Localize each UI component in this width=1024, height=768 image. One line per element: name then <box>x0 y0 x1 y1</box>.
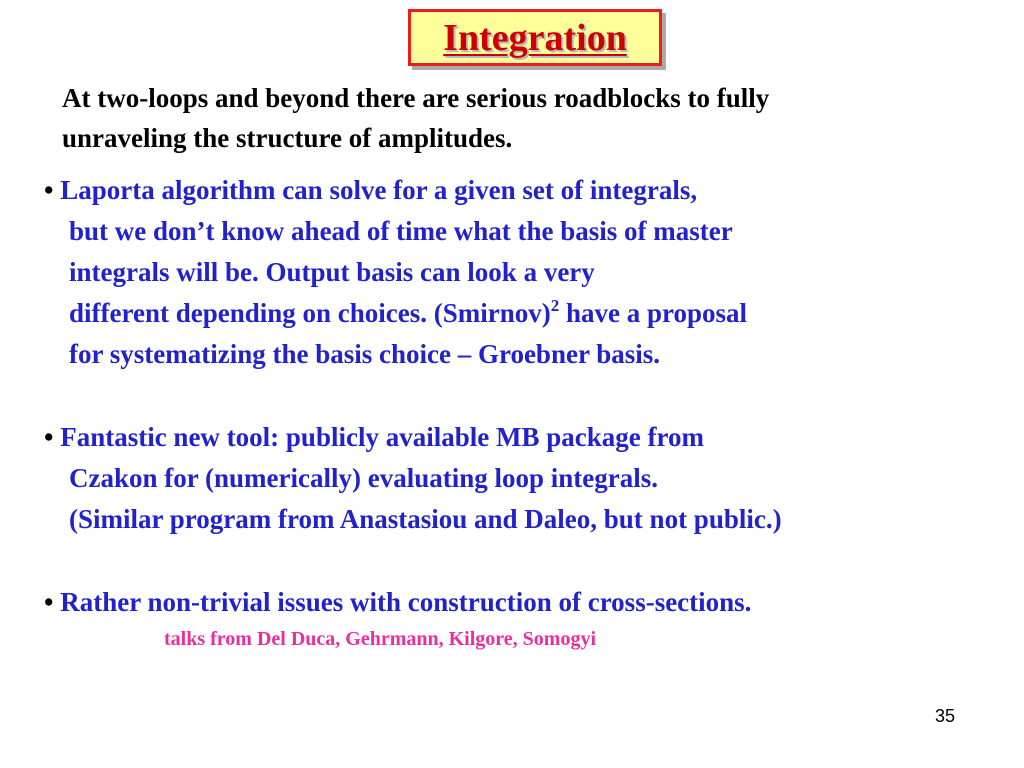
bullet-line: (Similar program from Anastasiou and Daleo, but not public.) <box>69 504 782 534</box>
bullet-line: Fantastic new tool: publicly available MB package from <box>60 422 704 452</box>
bullet-line: integrals will be. Output basis can look a very <box>69 257 595 287</box>
page-number: 35 <box>935 706 956 726</box>
bullet-line: but we don’t know ahead of time what the basis of master <box>69 216 733 246</box>
bullet-mb-package <box>44 417 782 540</box>
bullet-marker: • <box>44 587 54 617</box>
bullet-line: for systematizing the basis choice – Groebner basis. <box>69 339 660 369</box>
intro-paragraph <box>62 78 1002 158</box>
bullet-line: Rather non-trivial issues with construction of cross-sections. <box>60 587 752 617</box>
intro-line: At two-loops and beyond there are serious roadblocks to fully <box>62 83 770 113</box>
bullet-first-line <box>44 417 782 458</box>
talks-note: talks from Del Duca, Gehrmann, Kilgore, Somogyi <box>164 628 597 650</box>
bullet-marker: • <box>44 175 54 205</box>
bullet-line: Laporta algorithm can solve for a given set of integrals, <box>53 175 698 205</box>
intro-line: unraveling the structure of amplitudes. <box>62 123 513 153</box>
bullet-line-with-superscript <box>44 293 747 334</box>
bullet-line-tail: have a proposal <box>559 298 748 328</box>
bullet-cross-sections <box>44 582 751 623</box>
bullet-first-line <box>44 582 751 623</box>
bullet-laporta <box>44 170 747 375</box>
slide-title-box <box>408 9 662 66</box>
bullet-marker: • <box>44 422 54 452</box>
bullet-first-line <box>44 170 747 211</box>
slide-title: Integration <box>443 16 627 59</box>
bullet-line: Czakon for (numerically) evaluating loop integrals. <box>69 463 658 493</box>
superscript: 2 <box>550 296 560 315</box>
bullet-line: different depending on choices. (Smirnov) <box>69 298 551 328</box>
